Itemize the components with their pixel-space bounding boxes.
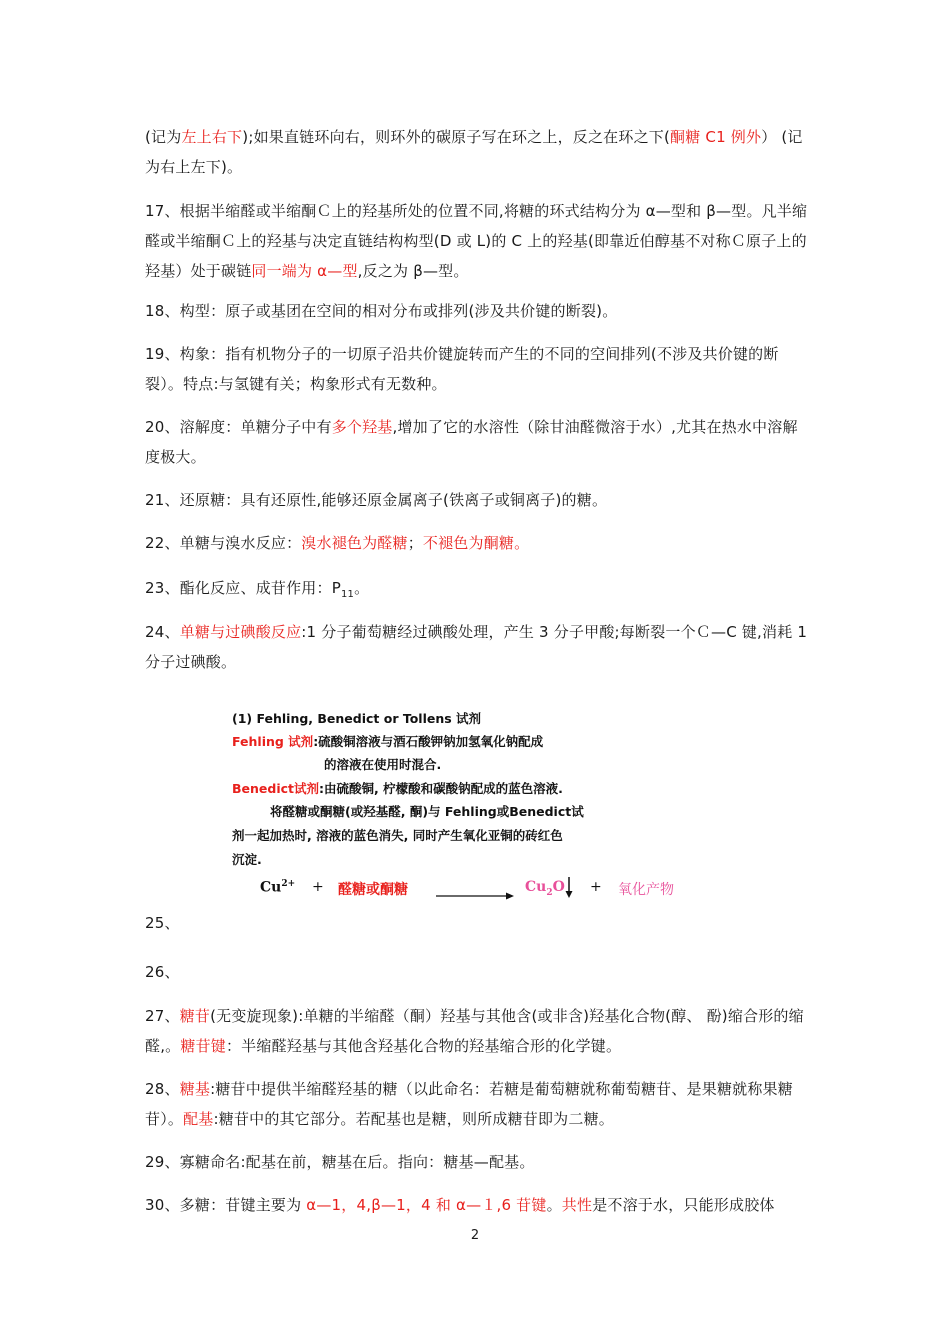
paragraph-29: 29、寡糖命名:配基在前，糖基在后。指向：糖基—配基。 <box>145 1153 535 1171</box>
eq-plus-2: + <box>590 879 602 895</box>
paragraph-26: 26、 <box>145 963 180 981</box>
eq-arrow-icon <box>436 888 514 904</box>
paragraph-25: 25、 <box>145 914 180 932</box>
eq-cuprous-oxide: $Cu_2O$ <box>525 879 565 898</box>
figure-procedure-line-3: 沉淀. <box>232 852 262 867</box>
fehling-benedict-figure <box>232 705 702 905</box>
paragraph-24: 24、单糖与过碘酸反应:1 分子葡萄糖经过碘酸处理，产生 3 分子甲酸;每断裂一个Ｃ—C 键,消耗 1 分子过碘酸。 <box>145 623 808 671</box>
paragraph-28: 28、糖基:糖苷中提供半缩醛羟基的糖（以此命名：若糖是葡萄糖就称葡萄糖苷、是果糖就称果糖苷）。配基:糖苷中的其它部分。若配基也是糖，则所成糖苷即为二糖。 <box>145 1080 793 1128</box>
eq-plus-1: + <box>312 879 324 895</box>
paragraph-21: 21、还原糖：具有还原性,能够还原金属离子(铁离子或铜离子)的糖。 <box>145 491 608 509</box>
paragraph-30: 30、多糖：苷键主要为 α—1，4,β—1，4 和 α—１,6 苷键。共性是不溶于水，只能形成胶体 <box>145 1196 775 1214</box>
eq-oxidation-product: 氧化产物 <box>618 882 674 898</box>
paragraph-22: 22、单糖与溴水反应：溴水褪色为醛糖；不褪色为酮糖。 <box>145 534 530 552</box>
paragraph-19: 19、构象：指有机物分子的一切原子沿共价键旋转而产生的不同的空间排列(不涉及共价键的断裂）。特点:与氢键有关；构象形式有无数种。 <box>145 345 779 393</box>
figure-benedict-line: Benedict试剂:由硫酸铜, 柠檬酸和碳酸钠配成的蓝色溶液. <box>232 781 563 796</box>
figure-heading: (1) Fehling, Benedict or Tollens 试剂 <box>232 711 482 726</box>
figure-fehling-line: Fehling 试剂:硫酸铜溶液与酒石酸钾钠加氢氧化钠配成 <box>232 734 544 749</box>
paragraph-16-continued: (记为左上右下);如果直链环向右，则环外的碳原子写在环之上，反之在环之下(酮糖 C1 例外） (记为右上左下)。 <box>145 128 803 176</box>
figure-fehling-line-2: 的溶液在使用时混合. <box>324 757 442 772</box>
paragraph-23: 23、酯化反应、成苷作用：$P_{11}$。 <box>145 579 370 600</box>
precipitate-arrow-icon <box>565 877 573 903</box>
figure-procedure-line-2: 剂一起加热时, 溶液的蓝色消失, 同时产生氧化亚铜的砖红色 <box>232 828 563 843</box>
paragraph-20: 20、溶解度：单糖分子中有多个羟基,增加了它的水溶性（除甘油醛微溶于水）,尤其在热水中溶解度极大。 <box>145 418 798 466</box>
figure-procedure-line: 将醛糖或酮糖(或羟基醛, 酮)与 Fehling或Benedict试 <box>270 804 584 819</box>
eq-copper-ion: $Cu^{2+}$ <box>260 879 296 896</box>
paragraph-18: 18、构型：原子或基团在空间的相对分布或排列(涉及共价键的断裂)。 <box>145 302 618 320</box>
paragraph-17: 17、根据半缩醛或半缩酮Ｃ上的羟基所处的位置不同,将糖的环式结构分为 α—型和 β—型。凡半缩醛或半缩酮Ｃ上的羟基与决定直链结构构型(D 或 L)的 C 上的羟基(即靠近伯醇基不对称Ｃ原子上的羟基）处于碳链同一端为 α—型,反之为 β—型。 <box>145 202 808 280</box>
page-number: 2 <box>470 1228 480 1243</box>
eq-sugar: 醛糖或酮糖 <box>338 882 408 898</box>
paragraph-27: 27、糖苷(无变旋现象):单糖的半缩醛（酮）羟基与其他含(或非含)羟基化合物(醇、 酚)缩合形的缩醛,。糖苷键：半缩醛羟基与其他含羟基化合物的羟基缩合形的化学键。 <box>145 1007 804 1055</box>
